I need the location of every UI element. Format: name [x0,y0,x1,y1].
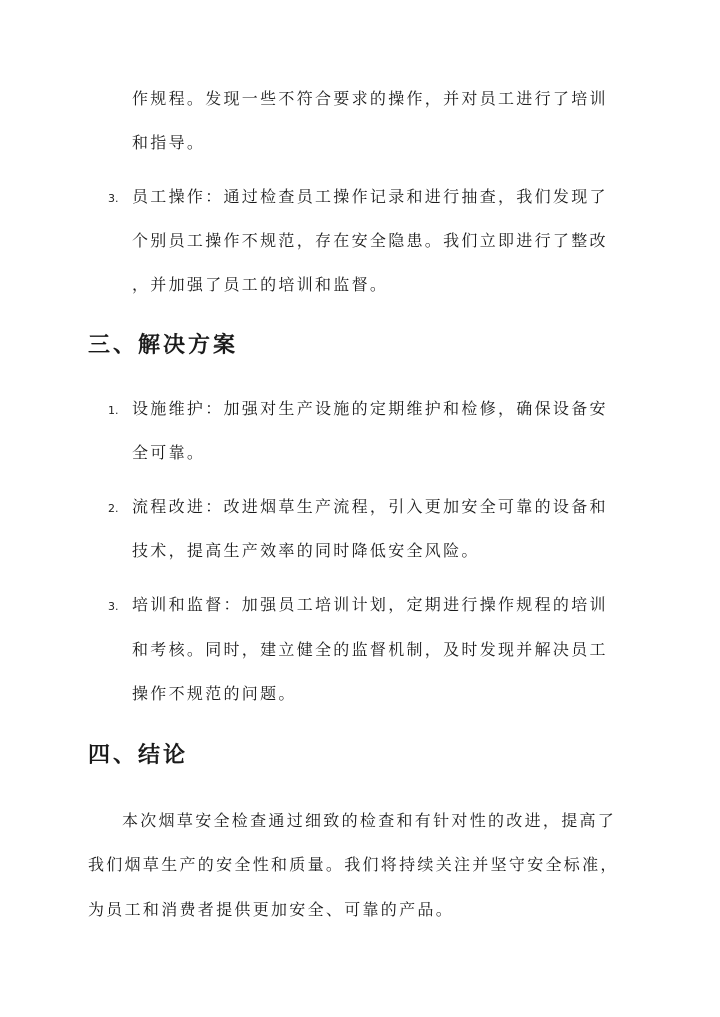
list-number: 3. [108,192,119,205]
paragraph-line: 和指导。 [132,133,206,152]
list-item-line: 流程改进：改进烟草生产流程，引入更加安全可靠的设备和 [132,497,608,516]
paragraph-line: 作规程。发现一些不符合要求的操作，并对员工进行了培训 [132,89,608,108]
list-number: 2. [108,502,119,515]
list-item-line: 员工操作：通过检查员工操作记录和进行抽查，我们发现了 [132,187,608,206]
list-number: 1. [108,404,119,417]
list-item-line: 培训和监督：加强员工培训计划，定期进行操作规程的培训 [132,595,608,614]
list-item-line: 全可靠。 [132,443,206,462]
section-heading: 四、结论 [88,742,189,768]
list-item-line: 个别员工操作不规范，存在安全隐患。我们立即进行了整改 [132,231,608,250]
list-number: 3. [108,600,119,613]
list-item-line: 和考核。同时，建立健全的监督机制，及时发现并解决员工 [132,640,608,659]
paragraph-line: 本次烟草安全检查通过细致的检查和有针对性的改进，提高了 [122,811,617,830]
paragraph-line: 为员工和消费者提供更加安全、可靠的产品。 [88,900,455,919]
list-item-line: 技术，提高生产效率的同时降低安全风险。 [132,541,480,560]
paragraph-line: 我们烟草生产的安全性和质量。我们将持续关注并坚守安全标准， [88,855,619,874]
section-heading: 三、解决方案 [88,332,239,358]
list-item-line: 设施维护：加强对生产设施的定期维护和检修，确保设备安 [132,399,608,418]
list-item-line: ，并加强了员工的培训和监督。 [132,275,389,294]
list-item-line: 操作不规范的问题。 [132,684,297,703]
